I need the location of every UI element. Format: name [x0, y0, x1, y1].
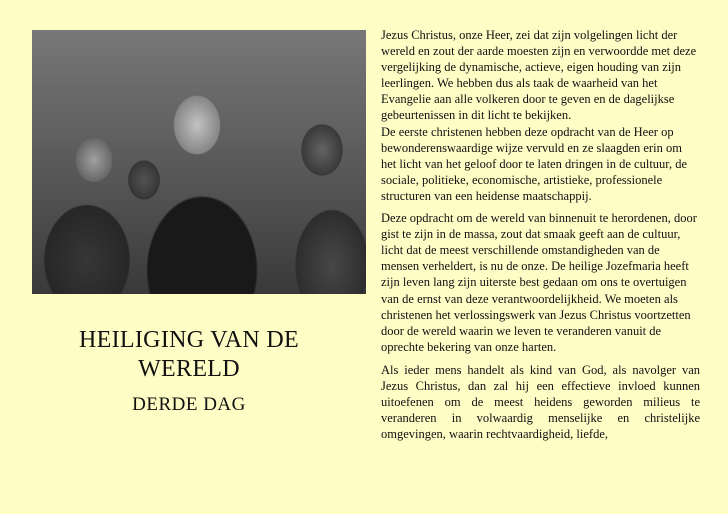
page-title: HEILIGING VAN DE WERELD — [79, 327, 299, 382]
paragraph-3: Als ieder mens handelt als kind van God, als navolger van Jezus Christus, dan zal hij een effectieve invloed kunnen uitoefenen om de meest heidens geworden milieus te veranderen in volwaardig menselijke en christelijke omgevingen, waarin rechtvaardigheid, liefde, — [381, 362, 700, 442]
text-column — [381, 27, 700, 442]
page-subtitle: DERDE DAG — [132, 394, 246, 415]
group-photo — [32, 30, 366, 294]
paragraph-2: Deze opdracht om de wereld van binnenuit te herordenen, door gist te zijn in de massa, zout dat smaak geeft aan de cultuur, licht dat de meest verschillende omstandigheden van de mensen verheldert, is nu de onze. De heilige Jozefmaria heeft zijn leven lang zijn uiterste best gedaan om ons te overtuigen van de ernst van deze verantwoordelijkheid. We moeten als christenen het verlossingswerk van Jezus Christus voortzetten door de wereld waarin we leven te veranderen vanuit de oprechte bekering van onze harten. — [381, 211, 697, 354]
paragraph-1b: De eerste christenen hebben deze opdracht van de Heer op bewonderenswaardige wijze vervuld en ze slaagden erin om het licht van het geloof door te laten dringen in de cultuur, de sociale, politieke, economische, artistieke, professionele structuren van een heidense maatschappij. — [381, 124, 687, 203]
paragraph-1: Jezus Christus, onze Heer, zei dat zijn volgelingen licht der wereld en zout der aarde moesten zijn en verwoordde met deze vergelijking de dynamische, actieve, eigen houding van zijn leerlingen. We hebben dus als taak de waarheid van het Evangelie aan alle volkeren door te geven en de dagelijkse gebeurtenissen in dit licht te bekijken. — [381, 28, 697, 123]
